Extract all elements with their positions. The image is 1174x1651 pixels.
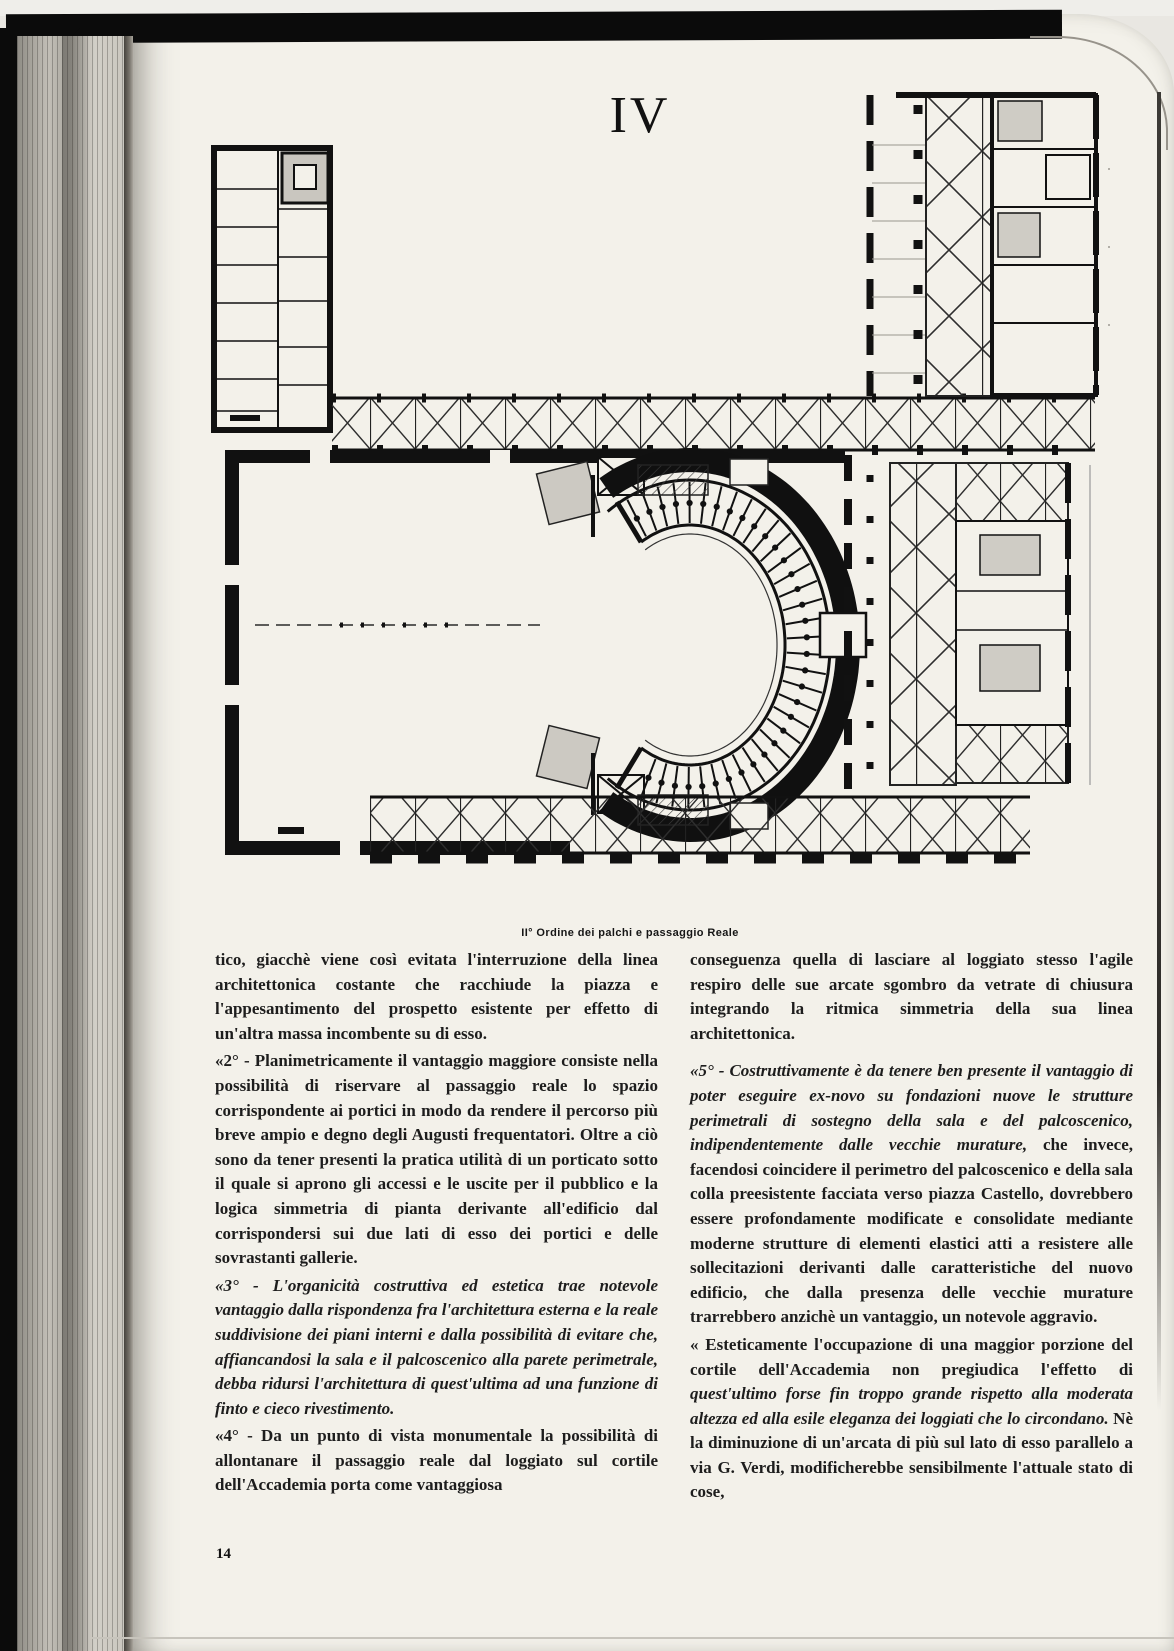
royal-box — [820, 613, 866, 657]
page-right-edge-line — [1157, 92, 1161, 1410]
paragraph: «3° - L'organicità costruttiva ed estetica trae notevole vantaggio dalla rispondenza fra l'architettura esterna e la reale suddivisione dei piani interni e dalla possibilità di evitare che, affiancandosi la sala e il palcoscenico alla parete perimetrale, debba ridursi l'architettura di quest'ultima ad una funzione di finto e cieco rivestimento. — [215, 1275, 658, 1418]
paragraph: «2° - Planimetricamente il vantaggio maggiore consiste nella possibilità di riservare al passaggio reale lo spazio corrispondente ai portici in modo da rendere il percorso più breve ampio e degno degli Augusti frequentatori. Oltre a ciò sono da tener presenti la pratica utilità di un porticato sotto il quale si aprono gli accessi e le uscite per il pubblico e la logica simmetria di pianta derivante all'edificio dal corrispondersi sui due lati di esso dei portici e delle sovrastanti gallerie. — [215, 1051, 658, 1268]
paragraph: « Esteticamente l'occupazione di una maggior porzione del cortile dell'Accademia non pregiudica l'effetto di quest'ultimo forse fin troppo grande rispetto alla moderata altezza ed alla esile eleganza dei loggiati che lo circondano. Nè la diminuzione di un'arcata di più sul lato di esso parallelo a via G. Verdi, modificherebbe sensibilmente l'attuale stato di cose, — [690, 1334, 1133, 1502]
paragraph: «5° - Costruttivamente è da tenere ben presente il vantaggio di poter eseguire ex-novo su fondazioni nuove le strutture perimetrali di sostegno della sala e del palcoscenico, indipendentemente dalle vecchie murature, che invece, facendosi coincidere il perimetro del palcoscenico e della sala colla preesistente facciata verso piazza Castello, dovrebbero essere profondamente modificate e consolidate mediante moderne strutture di elementi elastici atti a resistere alle sollecitazioni derivanti dalle caratteristiche del nuovo edificio, che dalla presenza delle vecchie murature trarrebbero anzichè un vantaggio, un notevole aggravio. — [690, 1061, 1133, 1327]
paragraph: conseguenza quella di lasciare al loggiato stesso l'agile respiro delle sue arcate sgombro da vetrate di chiusura integrando la ritmica simmetria della sua linea architettonica. — [690, 950, 1133, 1043]
photo-bottom-line — [92, 1637, 1174, 1639]
right-wing — [870, 95, 1110, 396]
book-fore-edge-shadow — [62, 36, 88, 1651]
photo-left-edge — [0, 30, 17, 1651]
photo-black-band — [6, 10, 1062, 44]
paragraph: tico, giacchè viene così evitata l'interruzione della linea architettonica costante che racchiude la piazza e l'appesantimento del prospetto esistente per effetto di un'altra massa incombente su di esso. — [215, 950, 658, 1043]
book-gutter-line — [124, 36, 133, 1651]
theater-floor-plan — [190, 85, 1110, 920]
portico-truss-bottom — [278, 797, 1030, 858]
page-number: 14 — [216, 1546, 231, 1562]
text-column-left — [215, 948, 658, 1501]
royal-passage-gallery — [848, 455, 1090, 790]
dressing-rooms-block — [214, 148, 330, 430]
portico-truss-top — [332, 398, 1095, 450]
text-column-right — [690, 948, 1133, 1508]
figure-caption: II° Ordine dei palchi e passaggio Reale — [521, 927, 739, 939]
section-numeral: IV — [609, 87, 671, 144]
auditorium-boxes-detail — [638, 459, 866, 829]
paragraph: «4° - Da un punto di vista monumentale la possibilità di allontanare il passaggio reale dal loggiato sul cortile dell'Accademia porta come vantaggiosa — [215, 1426, 658, 1495]
